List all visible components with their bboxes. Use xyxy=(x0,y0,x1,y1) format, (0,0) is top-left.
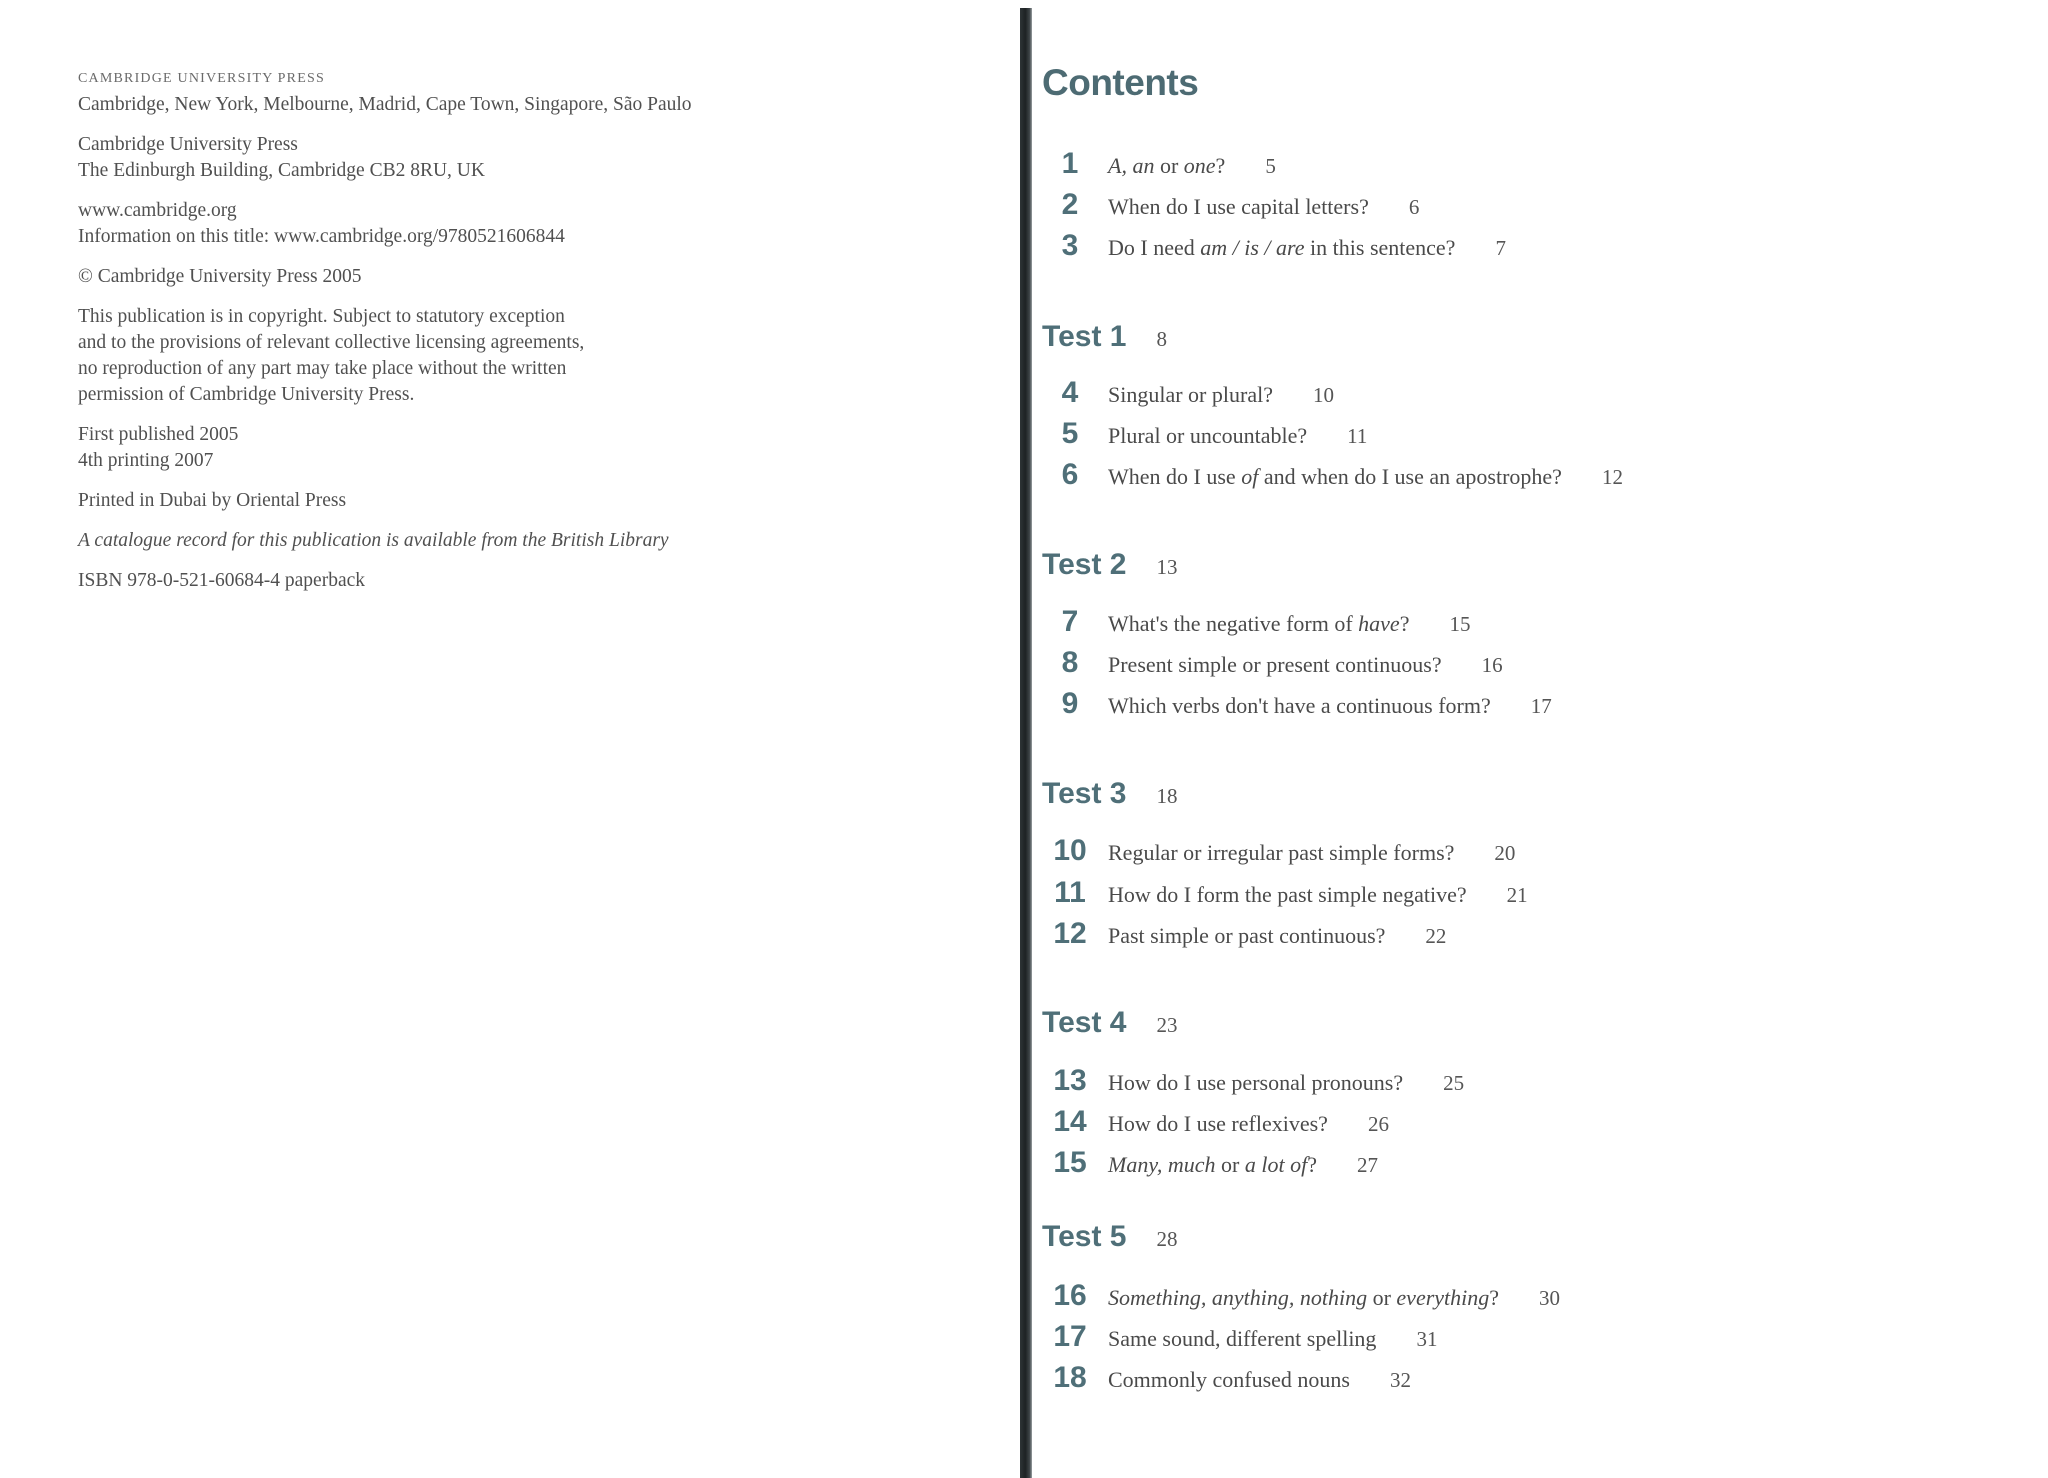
unit-title xyxy=(1108,153,1276,179)
unit-title-segment: and when do I use an apostrophe? xyxy=(1258,464,1562,489)
rights-line: and to the provisions of relevant collective licensing agreements, xyxy=(78,332,585,353)
unit-number: 14 xyxy=(1053,1105,1087,1138)
unit-title-segment: ? xyxy=(1215,153,1226,178)
unit-title xyxy=(1108,1326,1437,1352)
unit-page-number: 17 xyxy=(1530,694,1552,718)
unit-title-segment: am / is / are xyxy=(1200,235,1305,260)
unit-title-segment: or xyxy=(1154,153,1184,178)
unit-number: 8 xyxy=(1061,646,1079,679)
test-label: Test 2 xyxy=(1042,548,1127,581)
unit-title xyxy=(1108,693,1552,719)
test-page-number: 28 xyxy=(1156,1227,1178,1251)
unit-page-number: 25 xyxy=(1443,1071,1465,1095)
test-page-number: 23 xyxy=(1156,1013,1178,1037)
isbn: ISBN 978-0-521-60684-4 paperback xyxy=(78,570,366,591)
unit-page-number: 11 xyxy=(1347,424,1368,448)
publisher-cities: Cambridge, New York, Melbourne, Madrid, Cape Town, Singapore, São Paulo xyxy=(78,94,692,115)
test-label: Test 3 xyxy=(1042,777,1127,810)
unit-title-segment: ? xyxy=(1489,1285,1500,1310)
unit-title-segment: Present simple or present continuous? xyxy=(1108,652,1442,677)
unit-number: 18 xyxy=(1053,1361,1087,1394)
toc-test-heading xyxy=(1042,548,1177,588)
unit-title-segment: have xyxy=(1358,611,1400,636)
unit-title-segment: everything xyxy=(1396,1285,1490,1310)
toc-test-heading xyxy=(1042,1220,1177,1260)
unit-title-segment: ? xyxy=(1307,1152,1317,1177)
unit-title xyxy=(1108,1285,1560,1311)
unit-number: 17 xyxy=(1053,1320,1087,1353)
unit-number: 16 xyxy=(1053,1279,1087,1312)
unit-number: 2 xyxy=(1061,188,1079,221)
rights-line: This publication is in copyright. Subject to statutory exception xyxy=(78,306,565,327)
unit-number: 6 xyxy=(1061,458,1079,491)
address-block xyxy=(78,132,692,184)
unit-title-segment: Many, much xyxy=(1108,1152,1216,1177)
contents-heading: Contents xyxy=(1042,62,1199,103)
unit-title xyxy=(1108,194,1419,220)
unit-title xyxy=(1108,423,1367,449)
rights-line: no reproduction of any part may take place without the written xyxy=(78,358,567,379)
unit-title xyxy=(1108,464,1623,490)
unit-number: 13 xyxy=(1053,1064,1087,1097)
test-label: Test 4 xyxy=(1042,1006,1127,1039)
unit-title-segment: What's the negative form of xyxy=(1108,611,1359,636)
unit-title-segment: Do I need xyxy=(1108,235,1201,260)
unit-number: 1 xyxy=(1061,147,1079,180)
isbn-block xyxy=(78,568,692,594)
unit-title-segment: When do I use capital letters? xyxy=(1108,194,1369,219)
unit-title xyxy=(1108,611,1470,637)
test-label: Test 1 xyxy=(1042,320,1127,353)
unit-title-segment: in this sentence? xyxy=(1304,235,1456,260)
unit-page-number: 10 xyxy=(1312,383,1334,407)
address-line-1: Cambridge University Press xyxy=(78,134,298,155)
unit-page-number: 16 xyxy=(1481,653,1503,677)
first-published: First published 2005 xyxy=(78,424,239,445)
unit-title-segment: a lot of xyxy=(1244,1152,1308,1177)
printing: 4th printing 2007 xyxy=(78,450,214,471)
toc-test-heading xyxy=(1042,777,1177,817)
unit-page-number: 21 xyxy=(1506,883,1528,907)
unit-title-segment: one xyxy=(1183,153,1216,178)
unit-title xyxy=(1108,1070,1464,1096)
unit-title-segment: of xyxy=(1241,464,1259,489)
website: www.cambridge.org xyxy=(78,200,237,221)
unit-page-number: 32 xyxy=(1390,1368,1411,1392)
test-page-number: 13 xyxy=(1156,555,1178,579)
unit-number: 12 xyxy=(1053,917,1087,950)
unit-number: 4 xyxy=(1061,376,1079,409)
unit-title-segment: or xyxy=(1367,1285,1397,1310)
unit-page-number: 20 xyxy=(1494,841,1516,865)
unit-title xyxy=(1108,382,1334,408)
unit-title-segment: or xyxy=(1215,1152,1245,1177)
book-spine xyxy=(1020,8,1032,1478)
catalogue-record: A catalogue record for this publication is available from the British Library xyxy=(78,530,669,551)
unit-number: 15 xyxy=(1053,1146,1087,1179)
rights-line: permission of Cambridge University Press. xyxy=(78,384,415,405)
unit-title-segment: When do I use xyxy=(1108,464,1242,489)
unit-page-number: 22 xyxy=(1425,924,1447,948)
test-page-number: 8 xyxy=(1156,327,1167,351)
unit-title-segment: How do I use personal pronouns? xyxy=(1108,1070,1404,1095)
test-label: Test 5 xyxy=(1042,1220,1127,1253)
unit-page-number: 7 xyxy=(1495,236,1506,260)
unit-title-segment: Commonly confused nouns xyxy=(1108,1367,1350,1392)
address-line-2: The Edinburgh Building, Cambridge CB2 8RU, UK xyxy=(78,160,485,181)
unit-title-segment: Singular or plural? xyxy=(1108,382,1273,407)
unit-title xyxy=(1108,882,1528,908)
copyright-block xyxy=(78,264,692,290)
unit-title-segment: Plural or uncountable? xyxy=(1108,423,1308,448)
unit-page-number: 6 xyxy=(1408,195,1420,219)
toc-test-heading xyxy=(1042,1006,1177,1046)
unit-title-segment: How do I use reflexives? xyxy=(1108,1111,1328,1136)
unit-page-number: 15 xyxy=(1449,612,1471,636)
toc-test-heading xyxy=(1042,320,1167,360)
test-page-number: 18 xyxy=(1156,784,1178,808)
copyright-page xyxy=(0,0,1020,1477)
unit-title xyxy=(1108,652,1503,678)
publisher-name: CAMBRIDGE UNIVERSITY PRESS xyxy=(78,71,325,86)
unit-page-number: 27 xyxy=(1356,1153,1378,1177)
contents-page xyxy=(1040,0,2048,1477)
unit-page-number: 5 xyxy=(1265,154,1276,178)
unit-title-segment: Which verbs don't have a continuous form? xyxy=(1108,693,1491,718)
publication-history xyxy=(78,422,692,474)
unit-title-segment: Past simple or past continuous? xyxy=(1108,923,1386,948)
unit-number: 11 xyxy=(1054,876,1086,909)
unit-title xyxy=(1108,235,1506,261)
unit-title-segment: ? xyxy=(1399,611,1410,636)
unit-title-segment: How do I form the past simple negative? xyxy=(1108,882,1467,907)
rights-block xyxy=(78,304,692,408)
title-info: Information on this title: www.cambridge.org/9780521606844 xyxy=(78,226,565,247)
printed-in: Printed in Dubai by Oriental Press xyxy=(78,490,347,511)
publisher-block xyxy=(78,66,692,118)
copyright-line: © Cambridge University Press 2005 xyxy=(78,266,362,287)
unit-page-number: 26 xyxy=(1367,1112,1389,1136)
unit-number: 5 xyxy=(1061,417,1079,450)
unit-title xyxy=(1108,1367,1411,1393)
catalogue-block xyxy=(78,528,692,554)
unit-number: 3 xyxy=(1061,229,1079,262)
unit-title-segment: Same sound, different spelling xyxy=(1108,1326,1377,1351)
web-block xyxy=(78,198,692,250)
unit-title xyxy=(1108,1152,1378,1178)
printer-block xyxy=(78,488,692,514)
unit-title-segment: Something, anything, nothing xyxy=(1108,1285,1368,1310)
unit-title xyxy=(1108,923,1446,949)
unit-title xyxy=(1108,1111,1389,1137)
unit-number: 10 xyxy=(1053,834,1087,867)
unit-number: 9 xyxy=(1061,687,1079,720)
unit-page-number: 31 xyxy=(1416,1327,1438,1351)
imprint xyxy=(78,66,692,608)
unit-page-number: 30 xyxy=(1539,1286,1561,1310)
unit-title xyxy=(1108,840,1515,866)
unit-title-segment: A, an xyxy=(1108,153,1155,178)
unit-number: 7 xyxy=(1061,605,1079,638)
unit-title-segment: Regular or irregular past simple forms? xyxy=(1108,840,1455,865)
unit-page-number: 12 xyxy=(1601,465,1623,489)
